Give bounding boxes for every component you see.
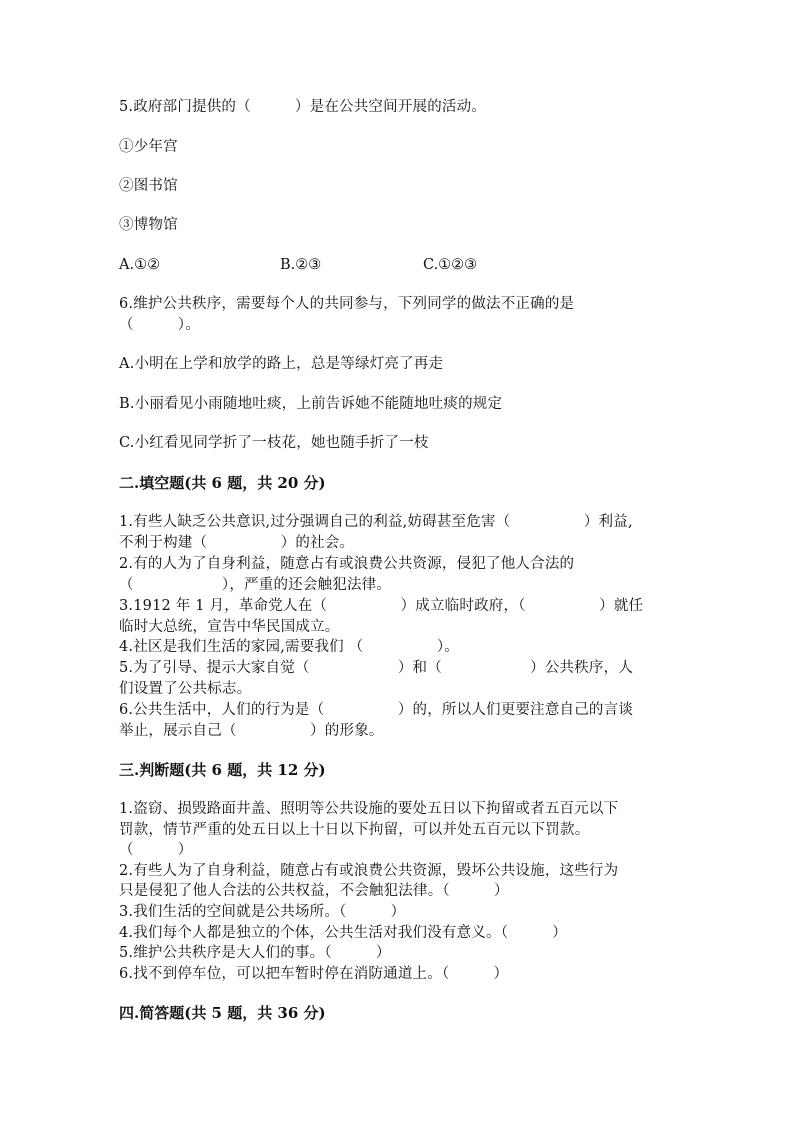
q5-item-3: ③博物馆 [119, 217, 178, 233]
q5-option-c: C.①②③ [423, 257, 478, 273]
section2-line-5: 3.1912 年 1 月，革命党人在（ ）成立临时政府，（ ）就任 [119, 598, 644, 614]
q5-item-2: ②图书馆 [119, 178, 178, 194]
section2-line-8: 5.为了引导、提示大家自觉（ ）和（ ）公共秩序，人 [119, 660, 634, 676]
section2-line-6: 临时大总统，宣告中华民国成立。 [119, 619, 340, 635]
section3-line-6: 3.我们生活的空间就是公共场所。（ ） [119, 904, 406, 920]
q6-stem-line2: （ ）。 [119, 317, 200, 333]
section3-line-5: 只是侵犯了他人合法的公共权益，不会触犯法律。（ ） [119, 883, 509, 899]
q6-stem-line1: 6.维护公共秩序，需要每个人的共同参与，下列同学的做法不正确的是 [119, 296, 575, 312]
section3-heading: 三.判断题(共 6 题，共 12 分) [119, 761, 326, 779]
section4-heading: 四.简答题(共 5 题，共 36 分) [119, 1004, 326, 1022]
section2-heading: 二.填空题(共 6 题，共 20 分) [119, 474, 326, 492]
section2-line-1: 1.有些人缺乏公共意识,过分强调自己的利益,妨碍甚至危害（ ）利益, [119, 514, 633, 530]
q6-option-a: A.小明在上学和放学的路上，总是等绿灯亮了再走 [119, 356, 444, 372]
section3-line-7: 4.我们每个人都是独立的个体，公共生活对我们没有意义。（ ） [119, 925, 567, 941]
section3-line-3: （ ） [119, 842, 193, 858]
q5-option-b: B.②③ [280, 257, 322, 273]
section3-line-1: 1.盗窃、损毁路面井盖、照明等公共设施的要处五日以下拘留或者五百元以下 [119, 801, 619, 817]
section3-line-9: 6.找不到停车位，可以把车暂时停在消防通道上。（ ） [119, 966, 509, 982]
section2-line-2: 不利于构建（ ）的社会。 [119, 535, 355, 551]
section3-line-8: 5.维护公共秩序是大人们的事。（ ） [119, 945, 391, 961]
q5-stem: 5.政府部门提供的（ ）是在公共空间开展的活动。 [119, 99, 487, 115]
q6-option-b: B.小丽看见小雨随地吐痰，上前告诉她不能随地吐痰的规定 [119, 396, 503, 412]
section3-line-2: 罚款，情节严重的处五日以上十日以下拘留，可以并处五百元以下罚款。 [119, 822, 590, 838]
q6-option-c: C.小红看见同学折了一枝花，她也随手折了一枝 [119, 435, 429, 451]
q5-option-a: A.①② [119, 257, 161, 273]
section2-line-10: 6.公共生活中，人们的行为是（ ）的，所以人们更要注意自己的言谈 [119, 702, 634, 718]
section3-line-4: 2.有些人为了自身利益，随意占有或浪费公共资源，毁坏公共设施，这些行为 [119, 863, 619, 879]
section2-line-7: 4.社区是我们生活的家园,需要我们 （ ）。 [119, 639, 460, 655]
section2-line-3: 2.有的人为了自身利益，随意占有或浪费公共资源，侵犯了他人合法的 [119, 556, 575, 572]
section2-line-11: 举止，展示自己（ ）的形象。 [119, 723, 384, 739]
q5-item-1: ①少年宫 [119, 139, 178, 155]
section2-line-9: 们设置了公共标志。 [119, 681, 252, 697]
section2-line-4: （ ），严重的还会触犯法律。 [119, 577, 392, 593]
